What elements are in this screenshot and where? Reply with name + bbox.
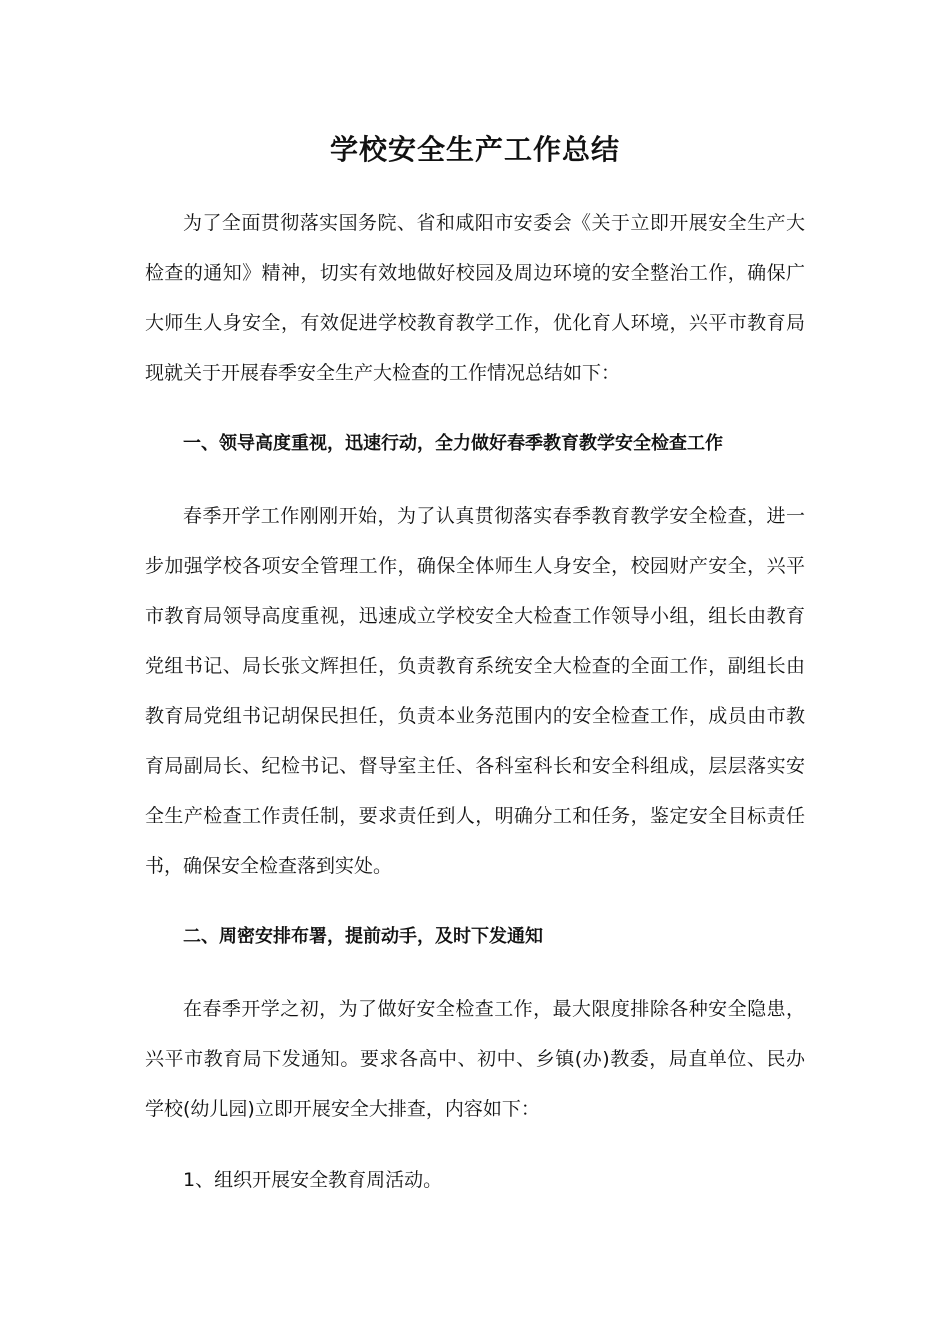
list-item-1: 1、组织开展安全教育周活动。 — [183, 1169, 443, 1191]
document-title: 学校安全生产工作总结 — [329, 133, 620, 166]
intro-paragraph: 为了全面贯彻落实国务院、省和咸阳市安委会《关于立即开展安全生产大检查的通知》精神，切实有效地做好校园及周边环境的安全整治工作，确保广大师生人身安全，有效促进学校教育教学工作，优化育人环境，兴平市教育局现就关于开展春季安全生产大检查的工作情况总结如下： — [145, 212, 805, 384]
section-2-body: 在春季开学之初，为了做好安全检查工作，最大限度排除各种安全隐患，兴平市教育局下发通知。要求各高中、初中、乡镇(办)教委，局直单位、民办学校(幼儿园)立即开展安全大排查，内容如下： — [145, 998, 805, 1120]
section-1-body: 春季开学工作刚刚开始，为了认真贯彻落实春季教育教学安全检查，进一步加强学校各项安全管理工作，确保全体师生人身安全，校园财产安全，兴平市教育局领导高度重视，迅速成立学校安全大检查工作领导小组，组长由教育党组书记、局长张文辉担任，负责教育系统安全大检查的全面工作，副组长由教育局党组书记胡保民担任，负责本业务范围内的安全检查工作，成员由市教育局副局长、纪检书记、督导室主任、各科室科长和安全科组成，层层落实安全生产检查工作责任制，要求责任到人，明确分工和任务，鉴定安全目标责任书，确保安全检查落到实处。 — [145, 505, 805, 877]
section-1-heading: 一、领导高度重视，迅速行动，全力做好春季教育教学安全检查工作 — [183, 433, 723, 454]
section-2-heading: 二、周密安排布署，提前动手，及时下发通知 — [183, 926, 543, 947]
